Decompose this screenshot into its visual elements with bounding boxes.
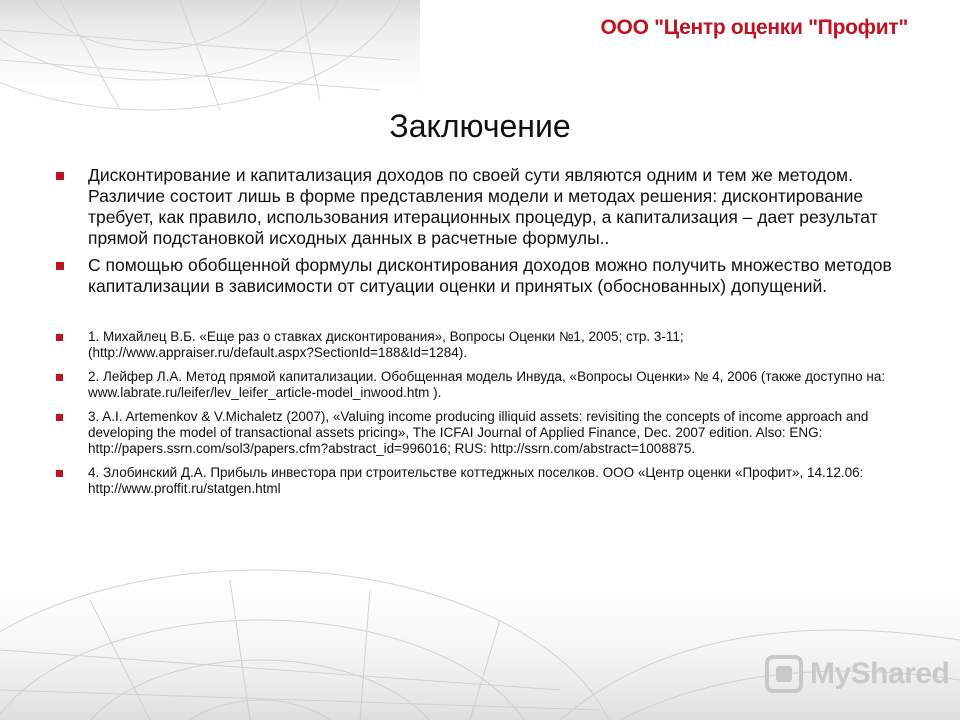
reference-item <box>52 369 892 402</box>
reference-item <box>52 409 892 458</box>
bullet-square-icon <box>56 172 64 180</box>
bullet-text: С помощью обобщенной формулы дисконтирования доходов можно получить множество методов капитализации в зависимости от ситуации оценки и принятых (обоснованных) допущений. <box>88 255 892 296</box>
bullet-square-icon <box>56 414 63 421</box>
reference-text: 4. Злобинский Д.А. Прибыль инвестора при строительстве коттеджных поселков. ООО «Центр оценки «Профит», 14.12.06: http://www.proffit.ru/statgen.html <box>88 464 864 497</box>
myshared-watermark <box>764 654 949 694</box>
bullet-square-icon <box>56 334 63 341</box>
slide-content <box>52 165 892 505</box>
myshared-logo-icon <box>764 654 804 694</box>
conclusion-bullet <box>52 165 892 249</box>
references-list <box>52 329 892 498</box>
reference-text: 1. Михайлец В.Б. «Еще раз о ставках дисконтирования», Вопросы Оценки №1, 2005; стр. 3-11; (http://www.appraiser.ru/default.aspx?SectionId=188&Id=1284). <box>88 329 684 361</box>
reference-item <box>52 329 892 362</box>
bullet-square-icon <box>56 262 64 270</box>
conclusion-bullet <box>52 255 892 297</box>
company-brand: ООО "Центр оценки "Профит" <box>600 16 908 39</box>
reference-text: 3. A.I. Artemenkov & V.Michaletz (2007), «Valuing income producing illiquid assets: revisiting the concepts of income approach and developing the model of transactional assets pricing», The ICFAI Journal of Applied Finance, Dec. 2007 edition. Also: ENG: http://papers.ssrn.com/sol3/papers.cfm?abstract_id=996016; RUS: http://ssrn.com/abstract=1008875. <box>88 408 869 457</box>
watermark-text: MyShared <box>810 657 950 690</box>
bullet-square-icon <box>56 470 63 477</box>
reference-text: 2. Лейфер Л.А. Метод прямой капитализации. Обобщенная модель Инвуда, «Вопросы Оценки» № 4, 2006 (также доступно на: www.labrate.ru/leifer/lev_leifer_article-model_inwood.htm ). <box>88 368 886 401</box>
reference-item <box>52 465 892 498</box>
slide-title: Заключение <box>389 108 571 144</box>
bullet-square-icon <box>56 374 63 381</box>
bullet-text: Дисконтирование и капитализация доходов по своей сути являются одним и тем же методом. Различие состоит лишь в форме представления модели и методах решения: дисконтирование требует, как правило, использования итерационных процедур, а капитализация – дает результат прямой подстановкой исходных данных в расчетные формулы.. <box>88 165 878 248</box>
